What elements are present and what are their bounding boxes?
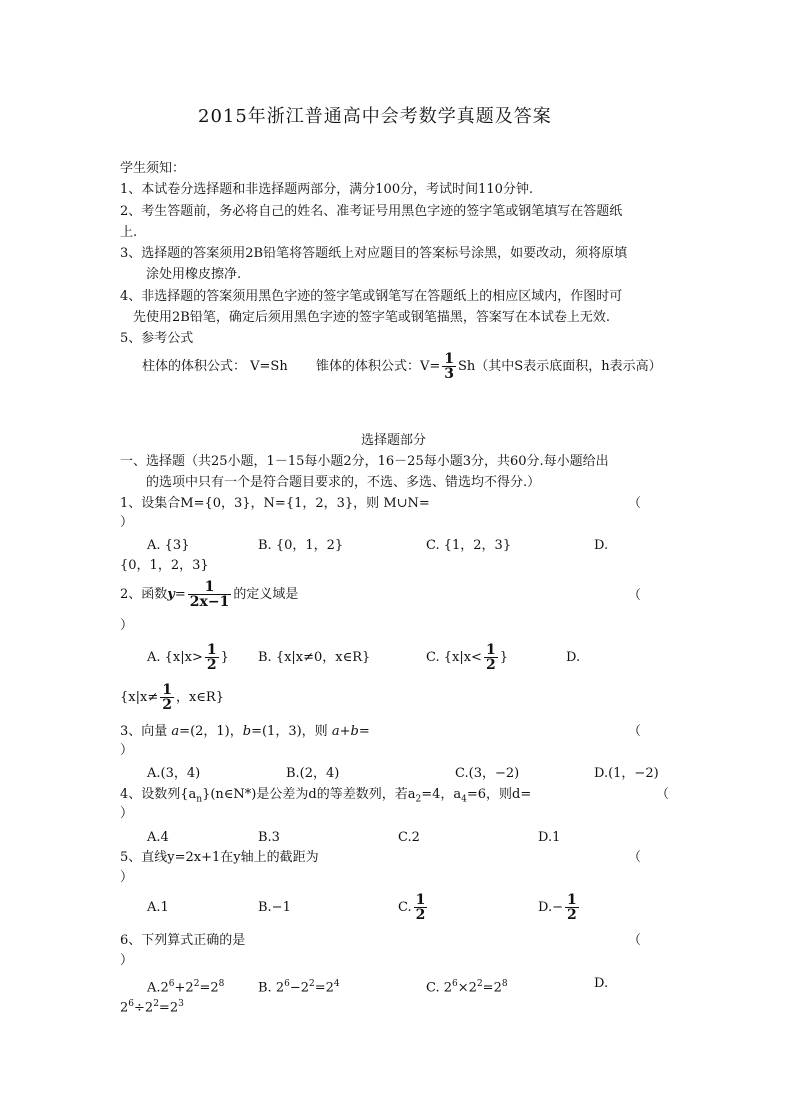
q5-paren-close: ）	[120, 870, 134, 885]
q6-paren-open: （	[628, 933, 642, 948]
q4-paren-close: ）	[120, 806, 134, 821]
q1-paren-close: ）	[120, 515, 134, 530]
section-intro: 一、选择题（共25小题，1－15每小题2分，16－25每小题3分，共60分.每小题给出	[120, 454, 609, 469]
fraction-one-third: $\frac{1}{3}$	[444, 351, 455, 382]
question-6-stem: 6、下列算式正确的是	[120, 933, 246, 948]
q1-option-d: D.	[594, 538, 609, 553]
q1-option-a: A. {3}	[147, 538, 190, 553]
notice-item-1: 1、本试卷分选择题和非选择题两部分，满分100分，考试时间110分钟.	[120, 182, 534, 197]
formula-cone-note: Sh（其中S表示底面积，h表示高）	[458, 359, 662, 374]
q3-option-a: A.(3，4)	[147, 766, 201, 781]
q2-option-d: D.	[566, 650, 581, 665]
notice-item-3: 3、选择题的答案须用2B铅笔将答题纸上对应题目的答案标号涂黑，如要改动，须将原填	[120, 246, 628, 261]
q3-option-c: C.(3，−2)	[455, 766, 520, 781]
q6-paren-close: ）	[120, 953, 134, 968]
notice-item-2: 2、考生答题前，务必将自己的姓名、准考证号用黑色字迹的签字笔或钢笔填写在答题纸	[120, 204, 623, 219]
q3-paren-open: （	[628, 724, 642, 739]
q4-option-c: C.2	[398, 830, 420, 845]
q5-option-b: B.−1	[258, 900, 291, 915]
q2-option-b: B. {x|x≠0，x∈R}	[258, 650, 371, 665]
question-1-stem: 1、设集合M={0，3}，N={1，2，3}，则 M∪N=	[120, 496, 430, 511]
page-title: 2015年浙江普通高中会考数学真题及答案	[198, 106, 552, 127]
q1-option-d-cont: {0，1，2，3}	[120, 558, 209, 573]
q4-option-b: B.3	[258, 830, 280, 845]
q5-paren-open: （	[628, 850, 642, 865]
q4-paren-open: （	[656, 787, 670, 802]
q6-option-d-cont: $2^6\div 2^2=2^3$	[120, 999, 184, 1016]
section-intro-cont: 的选项中只有一个是符合题目要求的，不选、多选、错选均不得分.）	[146, 475, 541, 490]
q5-option-a: A.1	[147, 900, 169, 915]
q1-option-c: C. {1，2，3}	[426, 538, 512, 553]
q1-paren-open: （	[628, 496, 642, 511]
q6-option-b: B. $2^6-2^2=2^4$	[258, 979, 340, 996]
q5-option-d: D.− $\frac{1}{2}$	[538, 892, 577, 923]
notice-item-3-cont: 涂处用橡皮擦净.	[146, 267, 242, 282]
q3-option-b: B.(2，4)	[286, 766, 340, 781]
section-title: 选择题部分	[361, 433, 427, 448]
question-3-stem: 3、向量 a=(2，1)，b=(1，3)，则 a+b=	[120, 724, 370, 739]
notice-item-2-cont: 上.	[120, 225, 138, 240]
q2-paren-close: ）	[120, 618, 134, 633]
q4-option-a: A.4	[147, 830, 169, 845]
q3-option-d: D.(1，−2)	[594, 766, 659, 781]
fraction-function: $\frac{1}{2x-1}$	[189, 579, 230, 610]
q2-option-a: A. {x|x> $\frac{1}{2}$ }	[147, 642, 229, 673]
formula-prism: 柱体的体积公式： V=Sh	[142, 359, 288, 374]
question-2-stem: 2、函数y= $\frac{1}{2x-1}$ 的定义域是	[120, 579, 299, 610]
q1-option-b: B. {0，1，2}	[258, 538, 344, 553]
q2-option-d-cont: {x|x≠ $\frac{1}{2}$ ，x∈R}	[120, 682, 224, 713]
q4-option-d: D.1	[538, 830, 561, 845]
formula-cone-label: 锥体的体积公式：V=	[316, 359, 441, 374]
q3-paren-close: ）	[120, 743, 134, 758]
q2-option-c: C. {x|x< $\frac{1}{2}$ }	[426, 642, 508, 673]
question-5-stem: 5、直线y=2x+1在y轴上的截距为	[120, 850, 319, 865]
notice-item-5: 5、参考公式	[120, 331, 194, 346]
notice-item-4: 4、非选择题的答案须用黑色字迹的签字笔或钢笔写在答题纸上的相应区域内，作图时可	[120, 289, 623, 304]
q5-option-c: C. $\frac{1}{2}$	[398, 892, 426, 923]
notice-heading: 学生须知：	[120, 161, 186, 176]
q6-option-c: C. $2^6\times 2^2=2^8$	[426, 979, 508, 996]
q2-paren-open: （	[628, 588, 642, 603]
question-4-stem: 4、设数列$\{a_n\}(n\in N*)$是公差为d的等差数列，若$a_2=4$，$a_4=6$，则d=	[120, 787, 532, 805]
formula-cone	[316, 352, 662, 382]
notice-item-4-cont: 先使用2B铅笔，确定后须用黑色字迹的签字笔或钢笔描黑，答案写在本试卷上无效.	[133, 310, 610, 325]
q6-option-a: $A.2^6+2^2=2^8$	[147, 979, 225, 996]
q6-option-d: D.	[594, 976, 609, 991]
